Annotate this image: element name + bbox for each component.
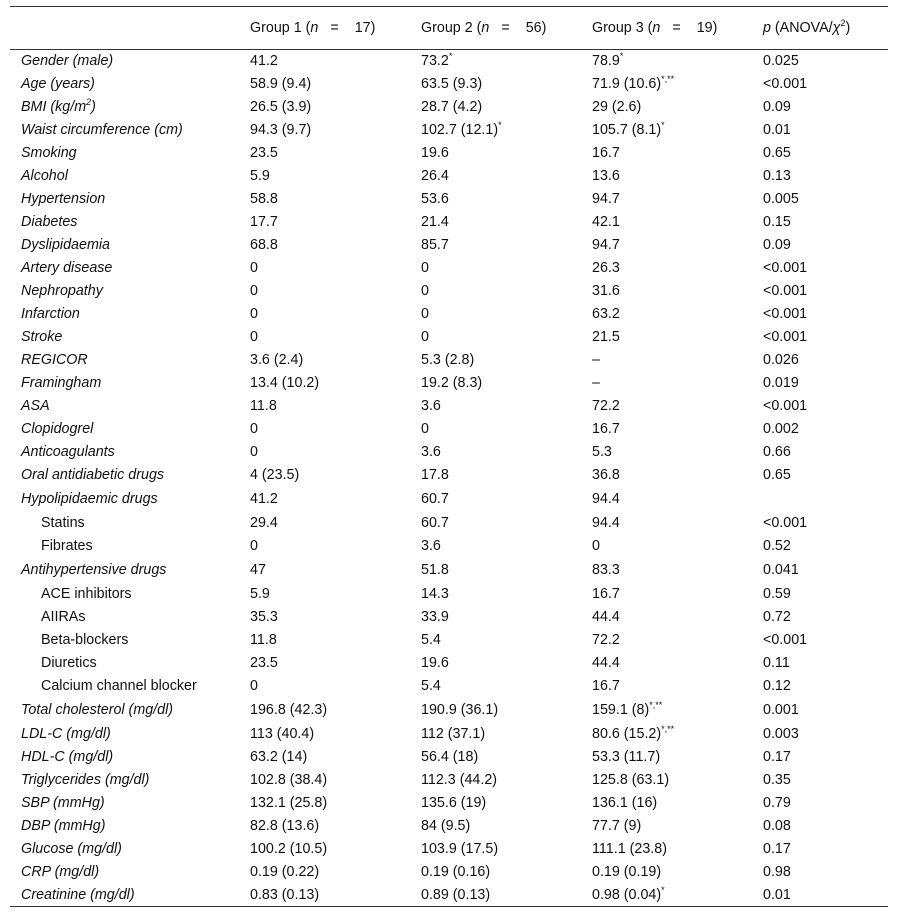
- p-value-cell: 0.59: [763, 586, 791, 602]
- group-2-cell: 103.9 (17.5): [421, 841, 499, 857]
- group-1-cell: 0: [250, 283, 258, 299]
- group-2-cell: 0: [421, 329, 429, 345]
- row-label: ACE inhibitors: [41, 586, 132, 602]
- row-label: SBP (mmHg): [21, 795, 105, 811]
- group-2-cell: 26.4: [421, 168, 449, 184]
- group-3-cell: 0: [592, 538, 600, 554]
- group-1-cell: 63.2 (14): [250, 749, 308, 765]
- row-label: Creatinine (mg/dl): [10, 884, 248, 907]
- table-row: [10, 629, 888, 652]
- row-label: Nephropathy: [21, 283, 103, 299]
- row-label: CRP (mg/dl): [21, 864, 100, 880]
- group-1-cell: 47: [250, 562, 266, 578]
- p-value-cell: <0.001: [763, 329, 808, 345]
- row-label: AIIRAs: [41, 609, 86, 625]
- group-3-cell: 29 (2.6): [592, 99, 642, 115]
- header-group-3: Group 3 (n = 19): [590, 7, 761, 50]
- group-2-cell: 135.6 (19): [421, 795, 487, 811]
- group-3-cell: 72.2: [592, 398, 620, 414]
- p-value-cell: 0.65: [763, 145, 791, 161]
- group-3-cell: 16.7: [592, 586, 620, 602]
- table-row: [10, 652, 888, 675]
- p-value-cell: 0.09: [763, 99, 791, 115]
- row-label: Hypolipidaemic drugs: [21, 491, 158, 507]
- baseline-characteristics-table: [10, 6, 888, 907]
- p-value-cell: <0.001: [763, 515, 808, 531]
- table-row: [10, 535, 888, 558]
- significance-marker: *: [498, 120, 502, 131]
- table-row: [10, 96, 888, 119]
- p-value-cell: 0.08: [763, 818, 791, 834]
- row-label: Alcohol: [21, 168, 68, 184]
- group-1-cell: 29.4: [250, 515, 278, 531]
- group-3-cell: 72.2: [592, 632, 620, 648]
- row-label: Dyslipidaemia: [21, 237, 110, 253]
- table-row: [10, 188, 888, 211]
- header-variable: [10, 7, 248, 50]
- group-2-cell: 0.89 (0.13): [419, 884, 590, 907]
- significance-marker: *: [448, 51, 453, 62]
- group-3-cell: 31.6: [592, 283, 620, 299]
- table-row: [10, 558, 888, 583]
- table-row: [10, 395, 888, 418]
- table-row: [10, 142, 888, 165]
- group-1-cell: 132.1 (25.8): [250, 795, 328, 811]
- p-value-cell: 0.09: [763, 237, 791, 253]
- table-row: [10, 372, 888, 395]
- group-3-cell: 42.1: [592, 214, 620, 230]
- p-value-cell: 0.17: [763, 749, 791, 765]
- row-label: Oral antidiabetic drugs: [21, 467, 165, 483]
- p-value-cell: 0.52: [763, 538, 791, 554]
- group-1-cell: 11.8: [250, 632, 277, 648]
- group-1-cell: 11.8: [250, 398, 277, 414]
- p-value-cell: 0.005: [763, 191, 799, 207]
- group-2-cell: 112.3 (44.2): [421, 772, 498, 788]
- row-label: Diabetes: [21, 214, 78, 230]
- row-label: DBP (mmHg): [21, 818, 106, 834]
- header-group-2: Group 2 (n = 56): [419, 7, 590, 50]
- significance-marker: *,**: [661, 74, 675, 85]
- group-3-cell: –: [592, 375, 600, 391]
- header-row: [10, 7, 888, 50]
- header-group-1: Group 1 (n = 17): [248, 7, 419, 50]
- table-row: [10, 884, 888, 907]
- group-3-cell: 159.1 (8)*,**: [592, 700, 663, 718]
- table-row: [10, 838, 888, 861]
- group-3-cell: 111.1 (23.8): [592, 841, 667, 857]
- p-value-cell: 0.001: [763, 702, 799, 718]
- data-table-container: [10, 6, 888, 907]
- table-row: [10, 723, 888, 746]
- group-3-cell: 78.9*: [592, 51, 624, 70]
- table-row: [10, 441, 888, 464]
- group-2-cell: 0: [421, 421, 429, 437]
- group-2-cell: 0.19 (0.16): [421, 864, 491, 880]
- group-1-cell: 41.2: [250, 53, 278, 70]
- group-1-cell: 0: [250, 260, 258, 276]
- p-value-cell: 0.002: [763, 421, 799, 437]
- row-label: Total cholesterol (mg/dl): [21, 702, 174, 718]
- group-2-cell: 102.7 (12.1)*: [421, 120, 502, 138]
- group-1-cell: 41.2: [250, 491, 278, 507]
- group-1-cell: 26.5 (3.9): [250, 99, 312, 115]
- p-value-cell: 0.66: [763, 444, 791, 460]
- p-value-cell: 0.72: [763, 609, 791, 625]
- group-3-cell: 13.6: [592, 168, 620, 184]
- p-value-cell: 0.025: [763, 53, 799, 70]
- row-label: Diuretics: [41, 655, 97, 671]
- row-label: ASA: [21, 398, 50, 414]
- table-row: [10, 303, 888, 326]
- group-1-cell: 35.3: [250, 609, 278, 625]
- group-3-cell: 36.8: [592, 467, 620, 483]
- group-3-cell: 136.1 (16): [592, 795, 658, 811]
- group-3-cell: 105.7 (8.1)*: [592, 120, 665, 138]
- p-value-cell: 0.98: [763, 864, 791, 880]
- row-label: Calcium channel blocker: [41, 678, 197, 694]
- table-row: [10, 165, 888, 188]
- group-3-cell: 53.3 (11.7): [592, 749, 661, 765]
- group-1-cell: 58.8: [250, 191, 278, 207]
- row-label: HDL-C (mg/dl): [21, 749, 114, 765]
- p-value-cell: 0.019: [763, 375, 799, 391]
- p-value-cell: <0.001: [763, 306, 808, 322]
- group-3-cell: 16.7: [592, 145, 620, 161]
- significance-marker: *,**: [661, 724, 675, 735]
- p-value-cell: 0.026: [763, 352, 799, 368]
- group-1-cell: 23.5: [250, 655, 278, 671]
- group-1-cell: 5.9: [250, 168, 270, 184]
- group-1-cell: 94.3 (9.7): [250, 122, 312, 138]
- p-value-cell: 0.003: [763, 726, 799, 742]
- p-value-cell: 0.11: [763, 655, 790, 671]
- table-row: [10, 815, 888, 838]
- row-label: Framingham: [21, 375, 102, 391]
- group-2-cell: 17.8: [421, 467, 449, 483]
- group-2-cell: 19.2 (8.3): [421, 375, 483, 391]
- p-value-cell: 0.15: [763, 214, 791, 230]
- group-3-cell: 125.8 (63.1): [592, 772, 670, 788]
- p-value-cell: 0.17: [763, 841, 791, 857]
- row-label: Smoking: [21, 145, 77, 161]
- group-1-cell: 102.8 (38.4): [250, 772, 328, 788]
- row-label: Gender (male): [21, 53, 114, 70]
- table-row: [10, 418, 888, 441]
- row-label: Infarction: [21, 306, 80, 322]
- group-2-cell: 73.2*: [421, 51, 453, 70]
- p-value-cell: 0.79: [763, 795, 791, 811]
- group-2-cell: 3.6: [421, 444, 441, 460]
- row-label: Glucose (mg/dl): [21, 841, 122, 857]
- table-row: [10, 698, 888, 723]
- group-3-cell: 16.7: [592, 678, 620, 694]
- p-value-cell: 0.041: [763, 562, 799, 578]
- row-label: Waist circumference (cm): [21, 122, 183, 138]
- group-2-cell: 190.9 (36.1): [421, 702, 499, 718]
- group-2-cell: 60.7: [421, 515, 449, 531]
- significance-marker: *: [661, 120, 665, 131]
- group-1-cell: 82.8 (13.6): [250, 818, 320, 834]
- group-3-cell: 94.7: [592, 237, 620, 253]
- group-1-cell: 0: [250, 329, 258, 345]
- group-3-cell: 0.98 (0.04)*: [590, 884, 761, 907]
- table-row: [10, 464, 888, 487]
- group-1-cell: 0: [250, 538, 258, 554]
- group-3-cell: 5.3: [592, 444, 612, 460]
- group-2-cell: 53.6: [421, 191, 449, 207]
- p-value-cell: 0.13: [763, 168, 791, 184]
- p-value-cell: 0.12: [763, 678, 791, 694]
- group-2-cell: 0: [421, 260, 429, 276]
- p-value-cell: <0.001: [763, 283, 808, 299]
- group-2-cell: 19.6: [421, 145, 449, 161]
- group-2-cell: 33.9: [421, 609, 449, 625]
- group-3-cell: 63.2: [592, 306, 620, 322]
- row-label: Triglycerides (mg/dl): [21, 772, 150, 788]
- table-row: [10, 349, 888, 372]
- group-2-cell: 0: [421, 283, 429, 299]
- table-row: [10, 583, 888, 606]
- p-value-cell: <0.001: [763, 76, 808, 92]
- group-1-cell: 4 (23.5): [250, 467, 300, 483]
- table-row: [10, 861, 888, 884]
- group-2-cell: 112 (37.1): [421, 726, 486, 742]
- group-1-cell: 5.9: [250, 586, 270, 602]
- table-row: [10, 50, 888, 73]
- group-1-cell: 196.8 (42.3): [250, 702, 328, 718]
- table-row: [10, 211, 888, 234]
- group-3-cell: 44.4: [592, 655, 620, 671]
- table-row: [10, 119, 888, 142]
- table-row: [10, 73, 888, 96]
- table-row: [10, 746, 888, 769]
- group-1-cell: 68.8: [250, 237, 278, 253]
- group-2-cell: 5.4: [421, 632, 441, 648]
- p-value-cell: 0.65: [763, 467, 791, 483]
- row-label: LDL-C (mg/dl): [21, 726, 111, 742]
- group-1-cell: 13.4 (10.2): [250, 375, 320, 391]
- group-2-cell: 19.6: [421, 655, 449, 671]
- group-1-cell: 17.7: [250, 214, 278, 230]
- row-label: Age (years): [21, 76, 95, 92]
- group-3-cell: 26.3: [592, 260, 620, 276]
- group-1-cell: 0: [250, 678, 258, 694]
- group-3-cell: 94.4: [592, 515, 620, 531]
- p-value-cell: 0.35: [763, 772, 791, 788]
- group-3-cell: –: [592, 352, 600, 368]
- table-row: [10, 512, 888, 535]
- table-body: [10, 50, 888, 907]
- group-3-cell: 44.4: [592, 609, 620, 625]
- group-2-cell: 85.7: [421, 237, 449, 253]
- group-1-cell: 0.83 (0.13): [248, 884, 419, 907]
- group-1-cell: 23.5: [250, 145, 278, 161]
- p-value-cell: 0.01: [763, 122, 791, 138]
- row-label: Hypertension: [21, 191, 106, 207]
- group-1-cell: 3.6 (2.4): [250, 352, 304, 368]
- group-2-cell: 21.4: [421, 214, 449, 230]
- group-2-cell: 3.6: [421, 398, 441, 414]
- row-label: Beta-blockers: [41, 632, 129, 648]
- row-label: Artery disease: [21, 260, 113, 276]
- table-row: [10, 769, 888, 792]
- p-value-cell: <0.001: [763, 398, 808, 414]
- p-value-cell: <0.001: [763, 632, 808, 648]
- table-row: [10, 675, 888, 698]
- p-value-cell: 0.01: [761, 884, 888, 907]
- group-3-cell: 0.19 (0.19): [592, 864, 662, 880]
- p-value-cell: [761, 487, 888, 512]
- significance-marker: *: [619, 51, 624, 62]
- table-row: [10, 234, 888, 257]
- row-label: Antihypertensive drugs: [21, 562, 167, 578]
- group-1-cell: 0: [250, 444, 258, 460]
- group-3-cell: 77.7 (9): [592, 818, 642, 834]
- group-3-cell: 94.7: [592, 191, 620, 207]
- group-1-cell: 0: [250, 306, 258, 322]
- row-label: BMI $(kg/m^2)$: [21, 97, 96, 115]
- row-label: Anticoagulants: [21, 444, 115, 460]
- group-2-cell: 84 (9.5): [421, 818, 471, 834]
- row-label: Stroke: [21, 329, 63, 345]
- table-row: [10, 487, 888, 512]
- significance-marker: *: [661, 884, 665, 895]
- group-2-cell: 60.7: [421, 491, 449, 507]
- p-value-cell: <0.001: [763, 260, 808, 276]
- row-label: Clopidogrel: [21, 421, 94, 437]
- group-2-cell: 5.4: [421, 678, 441, 694]
- group-2-cell: 0: [421, 306, 429, 322]
- group-2-cell: 63.5 (9.3): [421, 76, 483, 92]
- group-3-cell: 16.7: [592, 421, 620, 437]
- group-1-cell: 113 (40.4): [250, 726, 315, 742]
- group-2-cell: 28.7 (4.2): [421, 99, 483, 115]
- group-1-cell: 0.19 (0.22): [250, 864, 320, 880]
- significance-marker: *,**: [649, 700, 663, 711]
- group-2-cell: 14.3: [421, 586, 449, 602]
- table-row: [10, 257, 888, 280]
- table-row: [10, 792, 888, 815]
- group-2-cell: 51.8: [421, 562, 449, 578]
- group-3-cell: 83.3: [592, 562, 620, 578]
- group-1-cell: 0: [250, 421, 258, 437]
- header-p-value: p $(ANOVA/\chi^2)$: [761, 7, 888, 50]
- group-3-cell: 71.9 (10.6)*,**: [592, 74, 675, 92]
- group-3-cell: 94.4: [592, 491, 620, 507]
- row-label: REGICOR: [21, 352, 88, 368]
- row-label: Statins: [41, 515, 85, 531]
- table-row: [10, 326, 888, 349]
- group-2-cell: 5.3 (2.8): [421, 352, 475, 368]
- row-label: Fibrates: [41, 538, 93, 554]
- table-row: [10, 606, 888, 629]
- group-3-cell: 80.6 (15.2)*,**: [592, 724, 675, 742]
- group-2-cell: 56.4 (18): [421, 749, 479, 765]
- group-3-cell: 21.5: [592, 329, 620, 345]
- group-2-cell: 3.6: [421, 538, 441, 554]
- group-1-cell: 100.2 (10.5): [250, 841, 328, 857]
- group-1-cell: 58.9 (9.4): [250, 76, 312, 92]
- table-row: [10, 280, 888, 303]
